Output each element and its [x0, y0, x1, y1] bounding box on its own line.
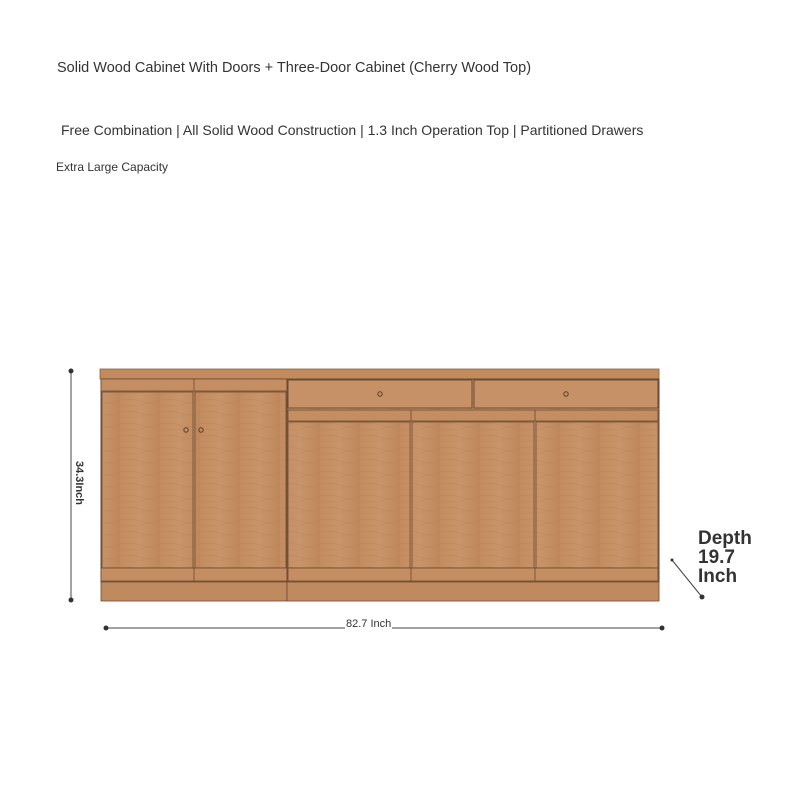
height-label: 34.3Inch: [73, 460, 86, 506]
depth-unit: Inch: [698, 566, 738, 587]
drawer-right: [474, 380, 658, 408]
left-cabinet: [101, 379, 287, 601]
right-cabinet: [287, 379, 659, 601]
product-title: Solid Wood Cabinet With Doors + Three-Door Cabinet (Cherry Wood Top): [57, 60, 532, 76]
right-cabinet-door-3: [536, 422, 658, 568]
left-cabinet-plinth: [101, 582, 287, 601]
capacity-note: Extra Large Capacity: [56, 160, 169, 174]
left-cabinet-door-2: [195, 392, 286, 568]
depth-label: [698, 529, 752, 586]
right-cabinet-door-2: [412, 422, 534, 568]
drawer-left: [288, 380, 472, 408]
product-features: Free Combination | All Solid Wood Construction | 1.3 Inch Operation Top | Partitioned Drawers: [61, 122, 644, 138]
right-cabinet-plinth: [287, 582, 659, 601]
depth-word: Depth: [698, 528, 752, 549]
countertop: [100, 369, 659, 379]
width-label: 82.7 Inch: [346, 618, 392, 630]
right-cabinet-door-1: [288, 422, 410, 568]
left-cabinet-door-1: [102, 392, 193, 568]
depth-value: 19.7: [698, 547, 735, 568]
